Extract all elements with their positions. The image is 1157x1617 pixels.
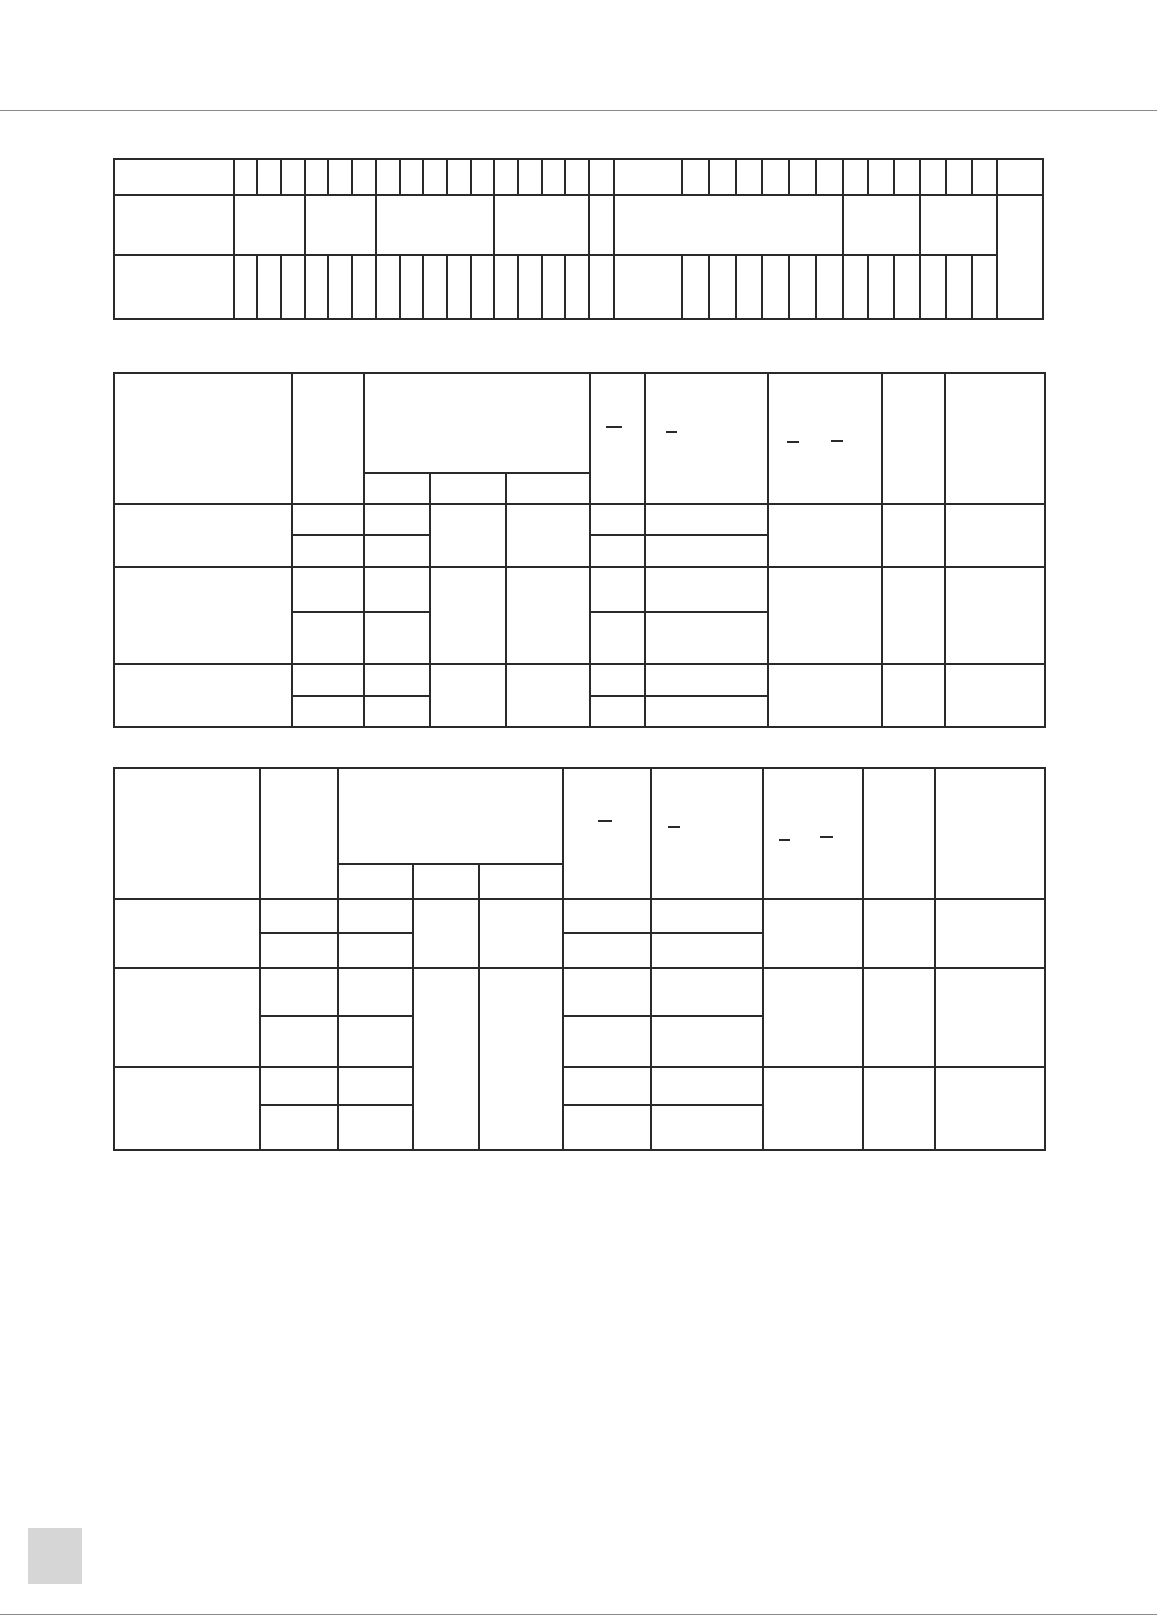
table-cell	[645, 612, 768, 664]
table-cell	[114, 195, 234, 255]
table-cell	[651, 768, 763, 899]
table-cell	[257, 159, 281, 195]
table-row	[114, 1067, 1045, 1105]
table-cell	[260, 1016, 338, 1067]
table-cell	[506, 473, 590, 504]
table-cell	[114, 768, 260, 899]
table-cell	[590, 567, 645, 612]
table-cell	[352, 255, 376, 319]
table-cell	[114, 664, 292, 727]
table-cell	[413, 968, 479, 1150]
table-cell	[762, 255, 789, 319]
table-cell	[292, 612, 364, 664]
table-cell	[364, 567, 430, 612]
table-cell	[645, 567, 768, 612]
table-cell	[590, 612, 645, 664]
table-cell	[563, 933, 651, 968]
table-cell	[651, 899, 763, 933]
table-cell	[376, 255, 400, 319]
table-cell	[260, 1067, 338, 1105]
table-cell	[260, 968, 338, 1016]
table-cell	[768, 664, 882, 727]
table-cell	[364, 612, 430, 664]
table-cell	[563, 1067, 651, 1105]
table-cell	[471, 159, 495, 195]
table-cell	[589, 159, 614, 195]
table-cell	[563, 968, 651, 1016]
table-cell	[518, 159, 542, 195]
table-row	[114, 899, 1045, 933]
overline-mark	[787, 441, 799, 443]
table-cell	[413, 899, 479, 968]
table-cell	[614, 159, 682, 195]
table-cell	[709, 159, 736, 195]
table-cell	[590, 373, 645, 504]
table-cell	[338, 899, 413, 933]
table-cell	[645, 664, 768, 696]
table-cell	[945, 664, 1045, 727]
table-cell	[281, 159, 305, 195]
table-cell	[997, 195, 1043, 319]
table-cell	[614, 195, 843, 255]
table-cell	[843, 255, 869, 319]
table-cell	[863, 768, 935, 899]
table-cell	[863, 1067, 935, 1150]
table-cell	[114, 373, 292, 504]
table-cell	[843, 159, 869, 195]
table-cell	[338, 1105, 413, 1150]
table-cell	[563, 1105, 651, 1150]
table-cell	[292, 696, 364, 727]
table-cell	[563, 899, 651, 933]
table-cell	[376, 195, 495, 255]
table-cell	[413, 864, 479, 899]
table-cell	[114, 899, 260, 968]
table-cell	[868, 255, 894, 319]
overline-mark	[820, 836, 833, 838]
table-cell	[816, 159, 843, 195]
table-cell	[894, 159, 920, 195]
table-cell	[234, 195, 305, 255]
table-cell	[114, 1067, 260, 1150]
table-cell	[114, 567, 292, 664]
overline-mark	[831, 440, 843, 442]
overline-mark	[779, 839, 790, 841]
table-cell	[430, 504, 506, 567]
table-cell	[789, 255, 816, 319]
table-cell	[763, 968, 863, 1067]
table-row	[114, 159, 1043, 195]
table-row	[114, 504, 1045, 535]
table-cell	[234, 159, 258, 195]
table-cell	[400, 255, 424, 319]
table-cell	[352, 159, 376, 195]
table-cell	[565, 159, 589, 195]
bottom-rule	[0, 1614, 1157, 1615]
table-cell	[506, 504, 590, 567]
table-cell	[338, 1067, 413, 1105]
table-cell	[843, 195, 920, 255]
table-cell	[590, 504, 645, 535]
data-table-1	[113, 158, 1044, 320]
table-cell	[565, 255, 589, 319]
table-cell	[868, 159, 894, 195]
table-cell	[494, 195, 589, 255]
table-cell	[430, 664, 506, 727]
table-cell	[920, 255, 946, 319]
table-cell	[494, 255, 518, 319]
table-row	[114, 195, 1043, 255]
table-cell	[257, 255, 281, 319]
table-cell	[768, 567, 882, 664]
table-cell	[400, 159, 424, 195]
table-cell	[589, 195, 614, 255]
table-cell	[364, 696, 430, 727]
table-cell	[682, 255, 709, 319]
table-cell	[920, 195, 997, 255]
table-cell	[946, 159, 972, 195]
table-cell	[506, 664, 590, 727]
overline-mark	[606, 426, 622, 428]
table-cell	[863, 899, 935, 968]
table-cell	[894, 255, 920, 319]
table-cell	[364, 664, 430, 696]
table-cell	[542, 255, 566, 319]
table-cell	[260, 933, 338, 968]
table-cell	[479, 864, 563, 899]
table-cell	[364, 535, 430, 567]
table-cell	[338, 968, 413, 1016]
table-cell	[114, 504, 292, 567]
table-cell	[645, 504, 768, 535]
table-cell	[305, 255, 329, 319]
table-cell	[651, 968, 763, 1016]
table-cell	[114, 159, 234, 195]
table-cell	[590, 664, 645, 696]
table-cell	[651, 933, 763, 968]
table-cell	[945, 373, 1045, 504]
table-cell	[542, 159, 566, 195]
table-cell	[736, 159, 763, 195]
table-cell	[997, 159, 1043, 195]
table-cell	[292, 664, 364, 696]
page-number-box	[28, 1528, 82, 1584]
table-cell	[946, 255, 972, 319]
table-cell	[494, 159, 518, 195]
table-row	[114, 255, 1043, 319]
table-cell	[972, 159, 998, 195]
table-cell	[590, 696, 645, 727]
table-cell	[763, 768, 863, 899]
table-cell	[945, 567, 1045, 664]
table-row	[114, 664, 1045, 696]
table-cell	[763, 1067, 863, 1150]
table-cell	[935, 899, 1045, 968]
table-cell	[789, 159, 816, 195]
table-cell	[816, 255, 843, 319]
table-cell	[292, 535, 364, 567]
table-cell	[479, 968, 563, 1150]
table-cell	[651, 1016, 763, 1067]
table-cell	[423, 255, 447, 319]
table-cell	[645, 373, 768, 504]
table-cell	[863, 968, 935, 1067]
table-cell	[506, 567, 590, 664]
table-cell	[768, 373, 882, 504]
table-cell	[292, 504, 364, 535]
table-row	[114, 768, 1045, 864]
data-table-3	[113, 767, 1046, 1151]
table-row	[114, 567, 1045, 612]
table-cell	[518, 255, 542, 319]
table-cell	[447, 159, 471, 195]
table-cell	[234, 255, 258, 319]
top-rule	[0, 110, 1157, 111]
table-cell	[281, 255, 305, 319]
table-cell	[430, 473, 506, 504]
table-cell	[563, 768, 651, 899]
table-cell	[338, 933, 413, 968]
table-cell	[114, 255, 234, 319]
table-cell	[935, 1067, 1045, 1150]
table-cell	[338, 768, 563, 864]
table-cell	[920, 159, 946, 195]
table-cell	[736, 255, 763, 319]
table-cell	[305, 159, 329, 195]
table-cell	[423, 159, 447, 195]
table-cell	[882, 373, 945, 504]
table-cell	[364, 473, 430, 504]
table-cell	[292, 567, 364, 612]
table-cell	[945, 504, 1045, 567]
table-cell	[471, 255, 495, 319]
table-cell	[260, 1105, 338, 1150]
table-cell	[364, 504, 430, 535]
table-cell	[328, 159, 352, 195]
table-cell	[882, 664, 945, 727]
table-cell	[114, 968, 260, 1067]
table-row	[114, 373, 1045, 473]
table-cell	[447, 255, 471, 319]
table-cell	[479, 899, 563, 968]
table-row	[114, 968, 1045, 1016]
table-cell	[935, 968, 1045, 1067]
table-cell	[305, 195, 376, 255]
table-cell	[763, 899, 863, 968]
table-cell	[682, 159, 709, 195]
table-cell	[563, 1016, 651, 1067]
overline-mark	[598, 820, 612, 822]
table-cell	[376, 159, 400, 195]
table-cell	[645, 696, 768, 727]
table-cell	[614, 255, 682, 319]
table-cell	[882, 567, 945, 664]
table-cell	[768, 504, 882, 567]
table-cell	[935, 768, 1045, 899]
data-table-2	[113, 372, 1046, 728]
table-cell	[328, 255, 352, 319]
table-cell	[430, 567, 506, 664]
table-cell	[260, 899, 338, 933]
table-cell	[589, 255, 614, 319]
table-cell	[260, 768, 338, 899]
table-cell	[590, 535, 645, 567]
table-cell	[338, 864, 413, 899]
table-cell	[292, 373, 364, 504]
table-cell	[972, 255, 998, 319]
table-cell	[338, 1016, 413, 1067]
overline-mark	[668, 826, 680, 828]
table-cell	[651, 1067, 763, 1105]
overline-mark	[666, 431, 677, 433]
table-cell	[882, 504, 945, 567]
table-cell	[709, 255, 736, 319]
table-cell	[651, 1105, 763, 1150]
table-cell	[762, 159, 789, 195]
table-cell	[645, 535, 768, 567]
table-cell	[364, 373, 590, 473]
